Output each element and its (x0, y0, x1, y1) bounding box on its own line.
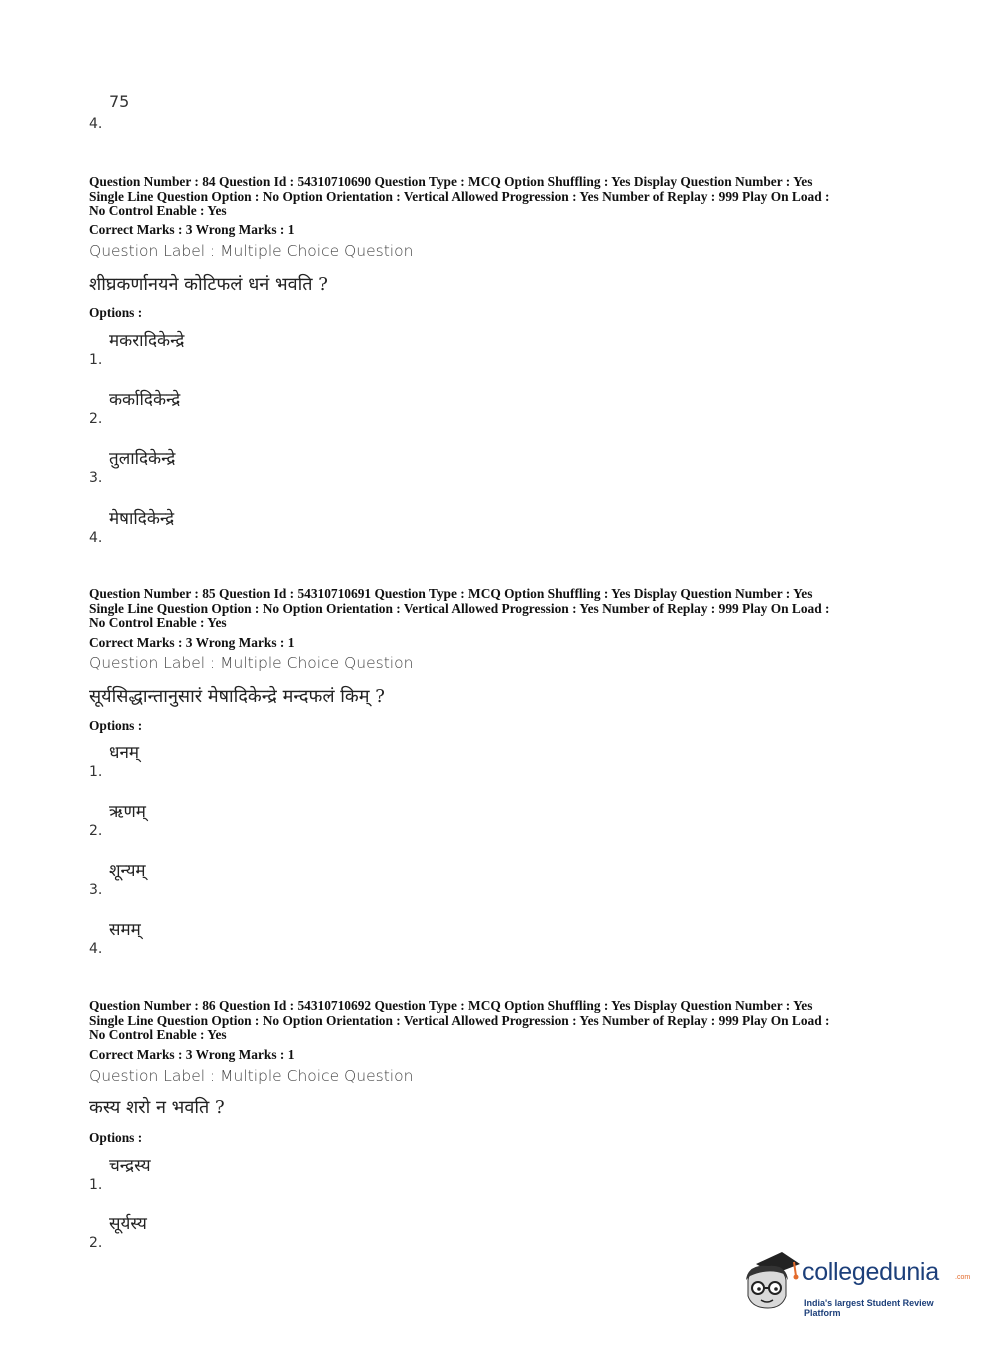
meta-line: Question Number : 86 Question Id : 54310710692 Question Type : MCQ Option Shuffling : Yes Display Question Number : Yes (89, 998, 813, 1013)
options-heading: Options : (89, 305, 143, 320)
option-text: सूर्यस्य (109, 1214, 147, 1234)
option-number: 1. (89, 352, 103, 368)
meta-line: No Control Enable : Yes (89, 615, 227, 630)
option-1[interactable] (89, 740, 489, 780)
options-heading: Options : (89, 1130, 143, 1145)
brand-tld: .com (955, 1274, 971, 1281)
option-number: 1. (89, 764, 103, 780)
option-2[interactable] (89, 1211, 489, 1251)
option-3[interactable] (89, 446, 489, 486)
option-1[interactable] (89, 328, 489, 368)
meta-line: No Control Enable : Yes (89, 1027, 227, 1042)
question-meta (89, 175, 929, 219)
option-2[interactable] (89, 387, 489, 427)
question-meta (89, 587, 929, 631)
options-heading: Options : (89, 718, 143, 733)
question-text: कस्य शरो न भवति ? (89, 1097, 225, 1118)
question-text: शीघ्रकर्णानयने कोटिफलं धनं भवति ? (89, 274, 328, 295)
question-label: Question Label : Multiple Choice Question (89, 654, 414, 672)
option-number: 4. (89, 941, 103, 957)
mascot-icon (742, 1250, 802, 1312)
option-text: शून्यम् (109, 861, 146, 881)
option-number: 4. (89, 116, 103, 132)
option-number: 1. (89, 1177, 103, 1193)
option-text: ऋणम् (109, 802, 146, 822)
option-text: धनम् (109, 743, 140, 763)
collegedunia-watermark (742, 1250, 972, 1320)
option-text: 75 (109, 92, 130, 111)
question-label: Question Label : Multiple Choice Question (89, 242, 414, 260)
option-number: 4. (89, 530, 103, 546)
marks-line: Correct Marks : 3 Wrong Marks : 1 (89, 222, 295, 237)
option-text: चन्द्रस्य (109, 1156, 151, 1176)
question-text: सूर्यसिद्धान्तानुसारं मेषादिकेन्द्रे मन्दफलं किम् ? (89, 686, 385, 707)
option-2[interactable] (89, 799, 489, 839)
option-text: कर्कादिकेन्द्रे (109, 390, 181, 410)
meta-line: Question Number : 85 Question Id : 54310710691 Question Type : MCQ Option Shuffling : Yes Display Question Number : Yes (89, 586, 813, 601)
option-3[interactable] (89, 858, 489, 898)
option-text: समम् (109, 920, 141, 940)
prev-option-4 (89, 92, 489, 132)
option-1[interactable] (89, 1153, 489, 1193)
option-text: तुलादिकेन्द्रे (109, 449, 176, 469)
option-number: 2. (89, 823, 103, 839)
question-meta (89, 999, 929, 1043)
option-4[interactable] (89, 917, 489, 957)
question-label: Question Label : Multiple Choice Question (89, 1067, 414, 1085)
option-number: 2. (89, 411, 103, 427)
option-number: 2. (89, 1235, 103, 1251)
meta-line: No Control Enable : Yes (89, 203, 227, 218)
option-4[interactable] (89, 506, 489, 546)
marks-line: Correct Marks : 3 Wrong Marks : 1 (89, 635, 295, 650)
meta-line: Single Line Question Option : No Option Orientation : Vertical Allowed Progression : Yes Number of Replay : 999 Play On Load : (89, 600, 830, 616)
meta-line: Question Number : 84 Question Id : 54310710690 Question Type : MCQ Option Shuffling : Yes Display Question Number : Yes (89, 174, 813, 189)
marks-line: Correct Marks : 3 Wrong Marks : 1 (89, 1047, 295, 1062)
meta-line: Single Line Question Option : No Option Orientation : Vertical Allowed Progression : Yes Number of Replay : 999 Play On Load : (89, 1012, 830, 1028)
option-number: 3. (89, 882, 103, 898)
option-number: 3. (89, 470, 103, 486)
option-text: मेषादिकेन्द्रे (109, 509, 175, 529)
meta-line: Single Line Question Option : No Option Orientation : Vertical Allowed Progression : Yes Number of Replay : 999 Play On Load : (89, 188, 830, 204)
brand-name: collegedunia (802, 1258, 939, 1286)
option-text: मकरादिकेन्द्रे (109, 331, 185, 351)
brand-tagline: India's largest Student Review Platform (804, 1298, 934, 1318)
